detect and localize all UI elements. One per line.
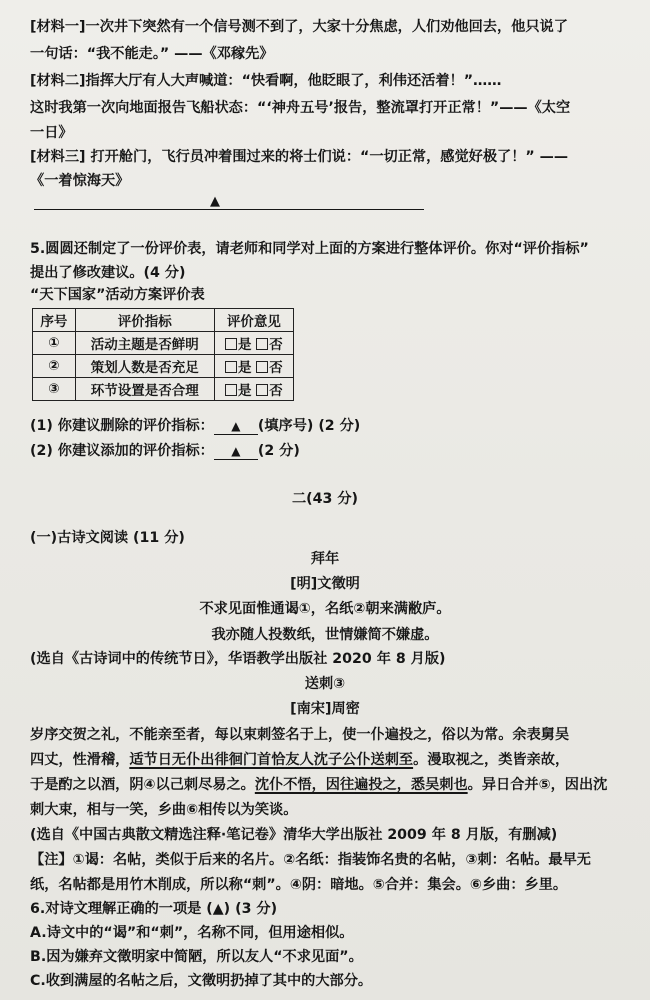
table-header: 序号 [33,309,76,332]
poem-source: (选自《古诗词中的传统节日》，华语教学出版社 2020 年 8 月版) [30,651,446,667]
prose-author: [南宋]周密 [290,701,360,717]
material3-line1: [材料三] 打开舱门，飞行员冲着围过来的将士们说：“一切正常，感觉好极了！” —— [30,149,569,165]
material2-line3: 一日》 [30,125,73,141]
q5-stem-line2: 提出了修改建议。(4 分) [30,265,186,281]
eval-table-title: “天下国家”活动方案评价表 [30,287,205,303]
yes-label: 是 [238,383,252,399]
prose-note: 纸，名帖都是用竹木削成，所以称“刺”。④阴：暗地。⑤合并：集会。⑥乡曲：乡里。 [30,877,568,893]
row-number: ② [33,355,76,378]
checkbox-icon[interactable] [225,338,237,350]
no-label: 否 [269,337,283,353]
answer-blank[interactable]: ▲ [214,443,258,460]
poem-line: 我亦随人投数纸，世情嫌简不嫌虚。 [211,627,439,643]
checkbox-icon[interactable] [225,384,237,396]
row-number: ① [33,332,76,355]
underlined-sentence: 沈仆不悟，因往遍投之，悉吴刺也 [254,777,468,793]
poem-line: 不求见面惟通谒①，名纸②朝来满敝庐。 [199,601,451,617]
q6-stem: 6.对诗文理解正确的一项是 (▲) (3 分) [30,901,278,917]
q6-option-b[interactable]: B.因为嫌弃文徵明家中简陋，所以友人“不求见面”。 [30,949,363,965]
material1-line1: [材料一]一次井下突然有一个信号测不到了，大家十分焦虑，人们劝他回去，他只说了 [30,19,568,35]
checkbox-icon[interactable] [225,361,237,373]
material1-line2: 一句话：“我不能走。” ——《邓稼先》 [30,46,274,62]
table-row [33,378,294,401]
underlined-sentence: 适节日无仆出徘徊门首恰友人沈子公仆送刺至 [129,752,414,768]
row-criterion: 环节设置是否合理 [75,378,214,401]
row-opinion [214,355,293,378]
row-criterion: 策划人数是否充足 [75,355,214,378]
table-header-row [33,309,294,332]
prose-line: 岁序交贺之礼，不能亲至者，每以束刺签名于上，使一仆遍投之，俗以为常。余表舅吴 [30,727,570,743]
checkbox-icon[interactable] [256,361,268,373]
yes-label: 是 [238,360,252,376]
part-heading: (一)古诗文阅读 (11 分) [30,530,185,546]
table-row [33,332,294,355]
answer-line[interactable] [34,209,424,210]
section-heading: 二(43 分) [291,491,359,507]
answer-triangle-mark: ▲ [210,194,220,209]
material2-line2: 这时我第一次向地面报告飞船状态：“‘神舟五号’报告，整流罩打开正常！”——《太空 [30,100,571,116]
q6-option-c[interactable]: C.收到满屋的名帖之后，文徵明扔掉了其中的大部分。 [30,973,373,989]
table-header: 评价意见 [214,309,293,332]
q5-sub2: (2) 你建议添加的评价指标： ▲ (2 分) [30,443,300,459]
prose-note: 【注】①谒：名帖，类似于后来的名片。②名纸：指装饰名贵的名帖，③刺：名帖。最早无 [30,852,591,868]
prose-line: 四丈，性滑稽，适节日无仆出徘徊门首恰友人沈子公仆送刺至。漫取视之，类皆亲故， [30,752,570,768]
answer-blank[interactable]: ▲ [214,418,258,435]
material2-line1: [材料二]指挥大厅有人大声喊道：“快看啊，他眨眼了，利伟还活着！”…… [30,73,502,89]
yes-label: 是 [238,337,252,353]
prose-line: 于是酌之以酒，阴④以己刺尽易之。沈仆不悟，因往遍投之，悉吴刺也。异日合并⑤，因出沈 [30,777,608,793]
poem-author: [明]文徵明 [290,576,360,592]
no-label: 否 [269,360,283,376]
table-row [33,355,294,378]
prose-line: 刺大束，相与一笑，乡曲⑥相传以为笑谈。 [30,802,298,818]
table-header: 评价指标 [75,309,214,332]
q5-sub1: (1) 你建议删除的评价指标： ▲ (填序号) (2 分) [30,418,361,434]
checkbox-icon[interactable] [256,384,268,396]
checkbox-icon[interactable] [256,338,268,350]
evaluation-table [32,308,294,401]
q5-stem-line1: 5.圆圆还制定了一份评价表，请老师和同学对上面的方案进行整体评价。你对“评价指标” [30,241,589,257]
material3-line2: 《一着惊海天》 [30,173,130,189]
row-opinion [214,378,293,401]
prose-title: 送刺③ [304,676,346,692]
prose-source: (选自《中国古典散文精选注释·笔记卷》清华大学出版社 2009 年 8 月版，有删减) [30,827,558,843]
q6-option-a[interactable]: A.诗文中的“谒”和“刺”，名称不同，但用途相似。 [30,925,354,941]
row-criterion: 活动主题是否鲜明 [75,332,214,355]
poem-title: 拜年 [310,551,340,567]
row-opinion [214,332,293,355]
no-label: 否 [269,383,283,399]
row-number: ③ [33,378,76,401]
